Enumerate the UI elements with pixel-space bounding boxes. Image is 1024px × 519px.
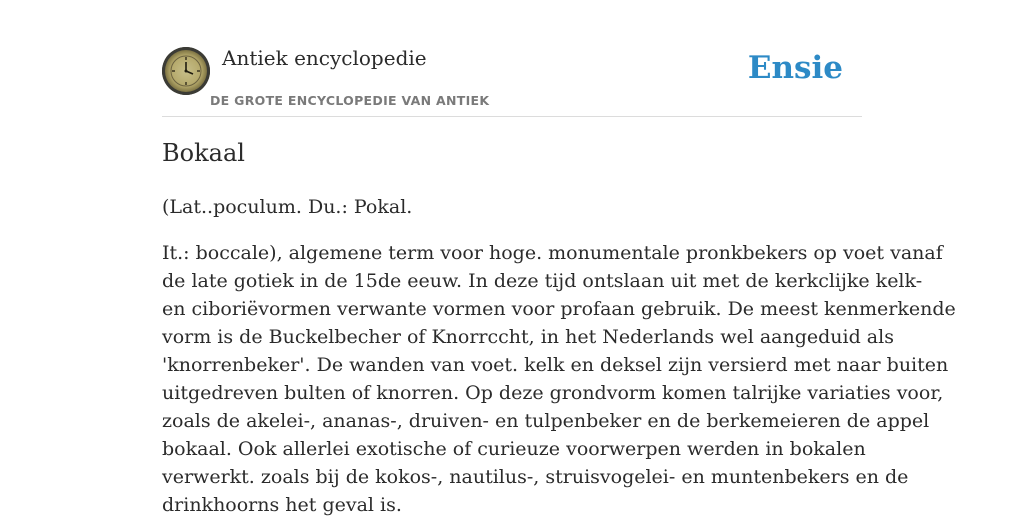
body-line: uitgedreven bulten of knorren. Op deze grondvorm komen talrijke variaties voor,: [162, 382, 944, 404]
clock-icon[interactable]: [162, 47, 210, 95]
body-line: 'knorrenbeker'. De wanden van voet. kelk en deksel zijn versierd met naar buiten: [162, 354, 949, 376]
article-intro: (Lat..poculum. Du.: Pokal.: [162, 196, 413, 218]
article-body: [162, 239, 956, 519]
body-line: zoals de akelei-, ananas-, druiven- en tulpenbeker en de berkemeieren de appel: [162, 410, 930, 432]
body-line: drinkhoorns het geval is.: [162, 494, 402, 516]
body-line: bokaal. Ook allerlei exotische of curieuze voorwerpen werden in bokalen: [162, 438, 866, 460]
site-tagline: DE GROTE ENCYCLOPEDIE VAN ANTIEK: [210, 93, 490, 108]
site-name[interactable]: Antiek encyclopedie: [222, 46, 427, 70]
site-header: [162, 46, 862, 117]
body-line: verwerkt. zoals bij de kokos-, nautilus-, struisvogelei- en muntenbekers en de: [162, 466, 909, 488]
article-title: Bokaal: [162, 139, 245, 167]
body-line: en ciboriëvormen verwante vormen voor profaan gebruik. De meest kenmerkende: [162, 298, 956, 320]
brand-logo[interactable]: Ensie: [747, 50, 843, 86]
body-line: de late gotiek in de 15de eeuw. In deze tijd ontslaan uit met de kerkclijke kelk-: [162, 270, 923, 292]
body-line: It.: boccale), algemene term voor hoge. monumentale pronkbekers op voet vanaf: [162, 242, 943, 264]
body-line: vorm is de Buckelbecher of Knorrccht, in het Nederlands wel aangeduid als: [162, 326, 894, 348]
